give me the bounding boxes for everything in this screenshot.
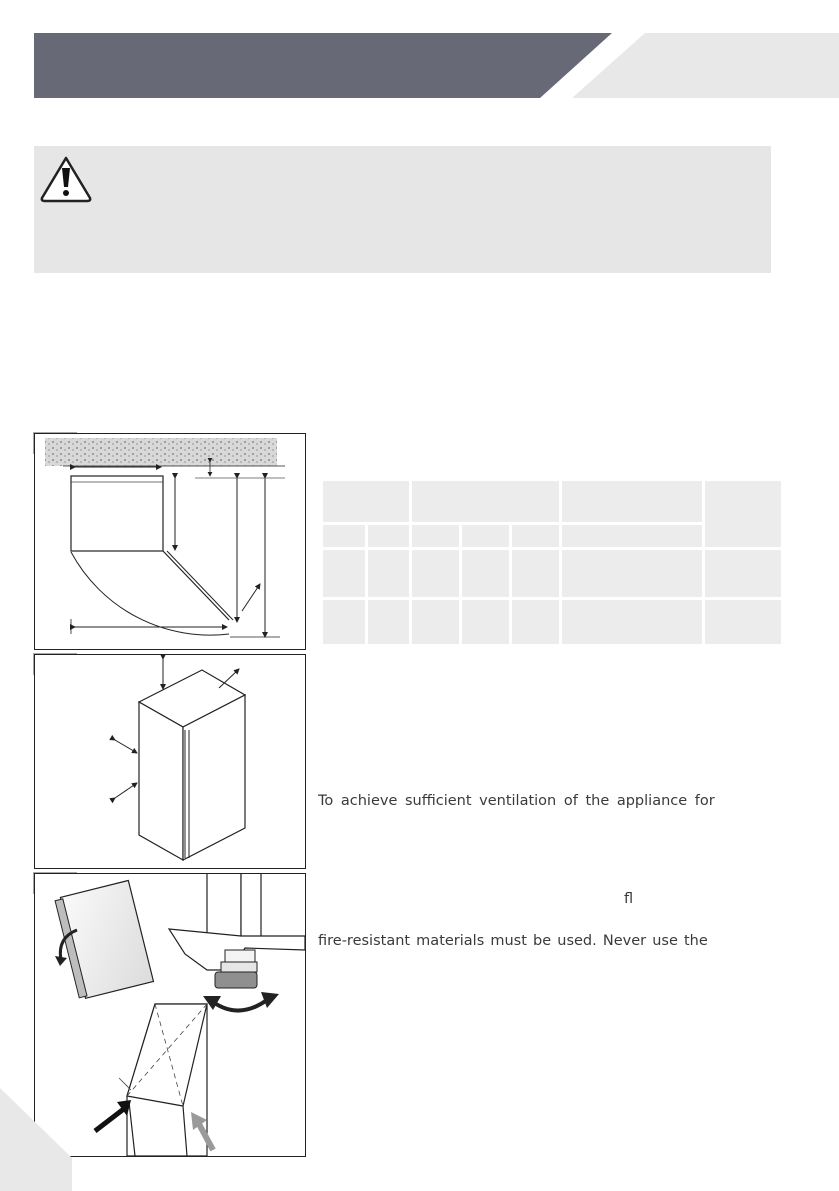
table-cell [562, 550, 702, 597]
table-cell [462, 600, 509, 644]
figure-1-clearance-diagram [34, 433, 306, 650]
table-cell [705, 600, 781, 644]
clearance-diagram-drawing [35, 434, 305, 649]
page-corner-tab [0, 1088, 80, 1191]
table-header-cell [562, 481, 702, 522]
table-cell [512, 550, 559, 597]
table-subheader-cell [512, 525, 559, 547]
ventilation-diagram-drawing [35, 655, 305, 868]
rotate-arrow [213, 1000, 267, 1011]
table-header-cell [323, 481, 409, 522]
table-subheader-cell [368, 525, 410, 547]
wall-texture [45, 438, 277, 466]
table-cell [512, 600, 559, 644]
table-cell [368, 550, 410, 597]
table-cell [368, 600, 410, 644]
appliance-top-view [71, 476, 163, 551]
table-subheader-cell [562, 525, 702, 547]
table-cell [412, 600, 459, 644]
table-cell [323, 600, 365, 644]
table-subheader-cell [462, 525, 509, 547]
header-tab [572, 33, 839, 98]
warning-box [34, 146, 771, 273]
table-cell [462, 550, 509, 597]
fire-resistant-text-line: fire-resistant materials must be used. Never use the [318, 933, 708, 949]
door-swing-arc [71, 552, 229, 635]
push-arrow-left [95, 1108, 125, 1131]
fl-ligature-fragment: fl [624, 891, 634, 907]
adjustable-foot [215, 972, 257, 988]
table-subheader-cell [412, 525, 459, 547]
dimension-table [320, 478, 784, 647]
warning-triangle-icon [38, 154, 94, 204]
table-header-cell [412, 481, 559, 522]
table-cell [323, 550, 365, 597]
table-header-cell [705, 481, 781, 547]
appliance-side [139, 702, 183, 860]
table-cell [705, 550, 781, 597]
tilted-appliance [55, 880, 154, 999]
ventilation-text-line: To achieve sufficient ventilation of the appliance for [318, 793, 715, 809]
table-cell [412, 550, 459, 597]
table-subheader-cell [323, 525, 365, 547]
section-header-bar [0, 30, 839, 102]
table-cell [562, 600, 702, 644]
figure-2-ventilation-diagram [34, 654, 306, 869]
